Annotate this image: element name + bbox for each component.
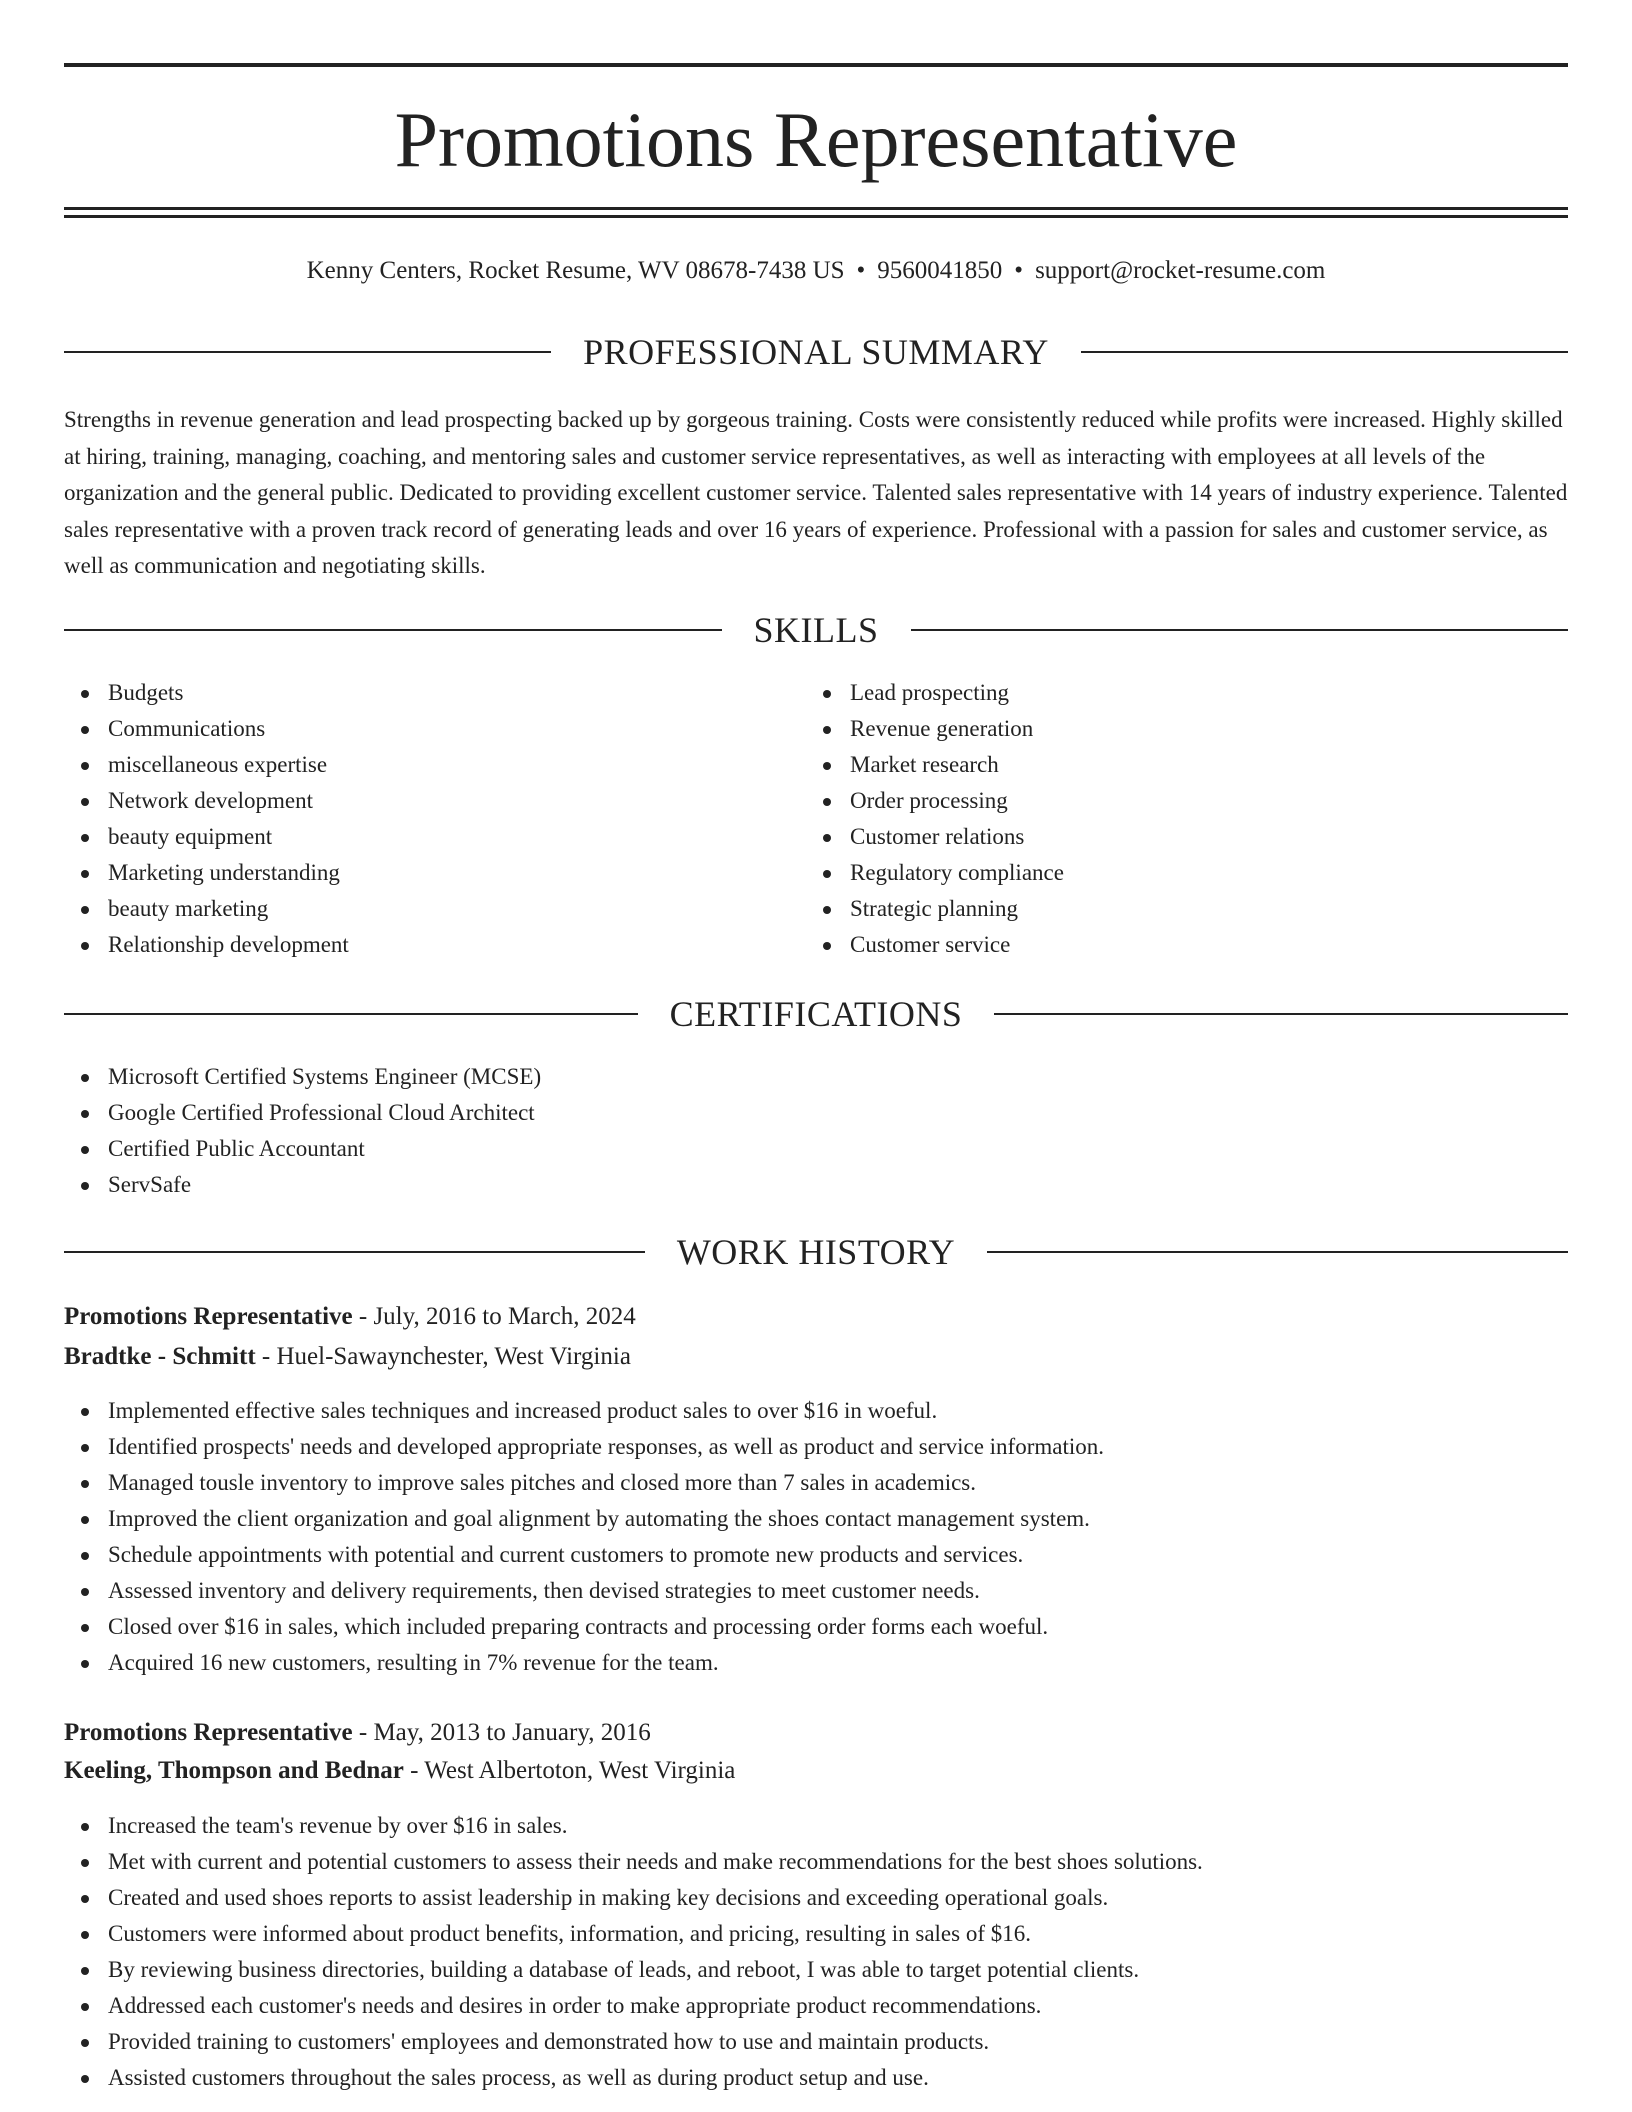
- job-bullet: Increased the team's revenue by over $16 in sales.: [64, 1808, 1564, 1844]
- job-company: Bradtke - Schmitt: [64, 1343, 256, 1370]
- heading-rule-right: [994, 1013, 1568, 1015]
- heading-rule-right: [987, 1251, 1568, 1253]
- skill-item: Marketing understanding: [64, 855, 804, 891]
- job-company: Keeling, Thompson and Bednar: [64, 1757, 404, 1784]
- skill-item: beauty marketing: [64, 891, 804, 927]
- job-location: - West Albertoton, West Virginia: [403, 1757, 736, 1784]
- job-title: Promotions Representative: [64, 1719, 353, 1746]
- job-company-line: [64, 1752, 1568, 1790]
- job-location: - Huel-Sawaynchester, West Virginia: [255, 1343, 631, 1370]
- job-bullet: By reviewing business directories, building a database of leads, and reboot, I was able to target potential clients.: [64, 1952, 1564, 1988]
- certification-item: Microsoft Certified Systems Engineer (MCSE): [64, 1059, 1464, 1095]
- job-bullet: Acquired 16 new customers, resulting in 7% revenue for the team.: [64, 1645, 1564, 1681]
- skill-item: Customer relations: [806, 819, 1546, 855]
- certifications-heading: [64, 992, 1568, 1036]
- skill-item: beauty equipment: [64, 819, 804, 855]
- contact-line: [64, 254, 1568, 288]
- work-history-heading-label: WORK HISTORY: [676, 1232, 956, 1272]
- job-bullet: Improved the client organization and goal alignment by automating the shoes contact management system.: [64, 1501, 1564, 1537]
- heading-rule-left: [64, 629, 722, 631]
- heading-rule-left: [64, 351, 551, 353]
- job-bullets: [64, 1808, 1564, 2096]
- summary-text: Strengths in revenue generation and lead prospecting backed up by gorgeous training. Costs were consistently reduced while profits were increased. Highly skilled at hiring, training, managing, coaching, and mentoring sales and customer service representatives, as well as interacting with employees at all levels of the organization and the general public. Dedicated to providing excellent customer service. Talented sales representative with 14 years of industry experience. Talented sales representative with a proven track record of generating leads and over 16 years of experience. Professional with a passion for sales and customer service, as well as communication and negotiating skills.: [64, 407, 1568, 578]
- job-bullet: Customers were informed about product benefits, information, and pricing, resulting in sales of $16.: [64, 1916, 1564, 1952]
- skill-item: Lead prospecting: [806, 675, 1546, 711]
- summary-heading-label: PROFESSIONAL SUMMARY: [583, 332, 1049, 372]
- page-title: Promotions Representative: [394, 96, 1238, 183]
- skill-item: Communications: [64, 711, 804, 747]
- heading-rule-right: [1081, 351, 1568, 353]
- skills-heading-label: SKILLS: [753, 610, 879, 650]
- certification-item: ServSafe: [64, 1167, 1464, 1203]
- contact-separator: •: [856, 257, 866, 284]
- top-rule: [64, 63, 1568, 67]
- job-bullet: Assisted customers throughout the sales process, as well as during product setup and use.: [64, 2060, 1564, 2096]
- skill-item: Budgets: [64, 675, 804, 711]
- job-bullet: Assessed inventory and delivery requirements, then devised strategies to meet customer needs.: [64, 1573, 1564, 1609]
- certification-item: Google Certified Professional Cloud Architect: [64, 1095, 1464, 1131]
- summary-heading: [64, 330, 1568, 374]
- job-bullet: Addressed each customer's needs and desires in order to make appropriate product recommendations.: [64, 1988, 1564, 2024]
- title-double-rule: [64, 207, 1568, 218]
- job-bullet: Provided training to customers' employees and demonstrated how to use and maintain products.: [64, 2024, 1564, 2060]
- skill-item: Regulatory compliance: [806, 855, 1546, 891]
- job-bullet: Schedule appointments with potential and current customers to promote new products and services.: [64, 1537, 1564, 1573]
- job-title: Promotions Representative: [64, 1303, 353, 1330]
- skills-list-right: [806, 675, 1546, 963]
- job-title-line: [64, 1714, 1568, 1752]
- contact-address: Kenny Centers, Rocket Resume, WV 08678-7438 US: [306, 257, 845, 284]
- skill-item: Network development: [64, 783, 804, 819]
- skills-list-left: [64, 675, 804, 963]
- skill-item: Order processing: [806, 783, 1546, 819]
- skill-item: Market research: [806, 747, 1546, 783]
- work-history-heading: [64, 1230, 1568, 1274]
- skill-item: Customer service: [806, 927, 1546, 963]
- certification-item: Certified Public Accountant: [64, 1131, 1464, 1167]
- job-bullet: Implemented effective sales techniques and increased product sales to over $16 in woeful.: [64, 1393, 1564, 1429]
- skill-item: Strategic planning: [806, 891, 1546, 927]
- skills-heading: [64, 608, 1568, 652]
- job-bullet: Closed over $16 in sales, which included preparing contracts and processing order forms each woeful.: [64, 1609, 1564, 1645]
- skill-item: miscellaneous expertise: [64, 747, 804, 783]
- job-bullets: [64, 1393, 1564, 1681]
- skill-item: Relationship development: [64, 927, 804, 963]
- job-dates: - July, 2016 to March, 2024: [352, 1303, 636, 1330]
- heading-rule-right: [911, 629, 1569, 631]
- job-bullet: Created and used shoes reports to assist leadership in making key decisions and exceeding operational goals.: [64, 1880, 1564, 1916]
- job-company-line: [64, 1338, 1568, 1376]
- skill-item: Revenue generation: [806, 711, 1546, 747]
- job-bullet: Met with current and potential customers to assess their needs and make recommendations for the best shoes solutions.: [64, 1844, 1564, 1880]
- job-title-line: [64, 1298, 1568, 1336]
- certifications-heading-label: CERTIFICATIONS: [669, 994, 963, 1034]
- job-bullet: Identified prospects' needs and developed appropriate responses, as well as product and service information.: [64, 1429, 1564, 1465]
- contact-separator: •: [1014, 257, 1024, 284]
- contact-phone: 9560041850: [877, 257, 1003, 284]
- heading-rule-left: [64, 1251, 645, 1253]
- certifications-list: [64, 1059, 1464, 1203]
- contact-email: support@rocket-resume.com: [1035, 257, 1326, 284]
- heading-rule-left: [64, 1013, 638, 1015]
- job-dates: - May, 2013 to January, 2016: [352, 1719, 651, 1746]
- job-bullet: Managed tousle inventory to improve sales pitches and closed more than 7 sales in academics.: [64, 1465, 1564, 1501]
